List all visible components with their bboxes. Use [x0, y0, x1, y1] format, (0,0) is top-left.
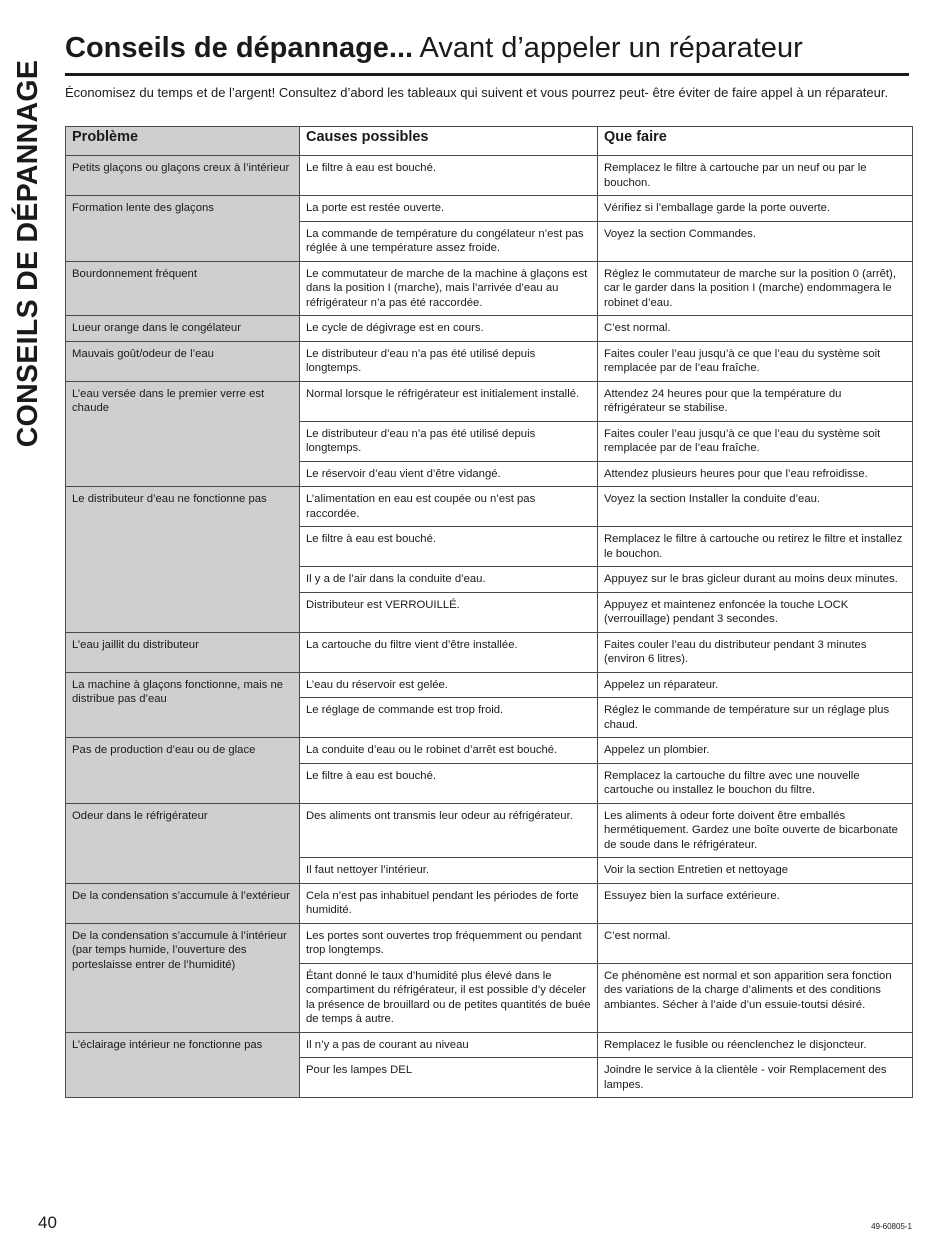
- action-cell: Voir la section Entretien et nettoyage: [598, 858, 913, 884]
- problem-cell: Bourdonnement fréquent: [66, 261, 300, 316]
- action-cell: C’est normal.: [598, 316, 913, 342]
- action-cell: Faites couler l’eau jusqu’à ce que l’eau du système soit remplacée par de l’eau fraîche.: [598, 341, 913, 381]
- cause-cell: Le filtre à eau est bouché.: [300, 527, 598, 567]
- problem-cell: Formation lente des glaçons: [66, 196, 300, 262]
- action-cell: Voyez la section Commandes.: [598, 221, 913, 261]
- action-cell: Attendez 24 heures pour que la température du réfrigérateur se stabilise.: [598, 381, 913, 421]
- action-cell: Appuyez sur le bras gicleur durant au moins deux minutes.: [598, 567, 913, 593]
- table-row: [66, 1032, 913, 1058]
- header-action: Que faire: [598, 127, 913, 156]
- header-causes: Causes possibles: [300, 127, 598, 156]
- action-cell: Appelez un réparateur.: [598, 672, 913, 698]
- action-cell: Les aliments à odeur forte doivent être emballés hermétiquement. Gardez une boîte ouverte de bicarbonate de soude dans le réfrigérateur.: [598, 803, 913, 858]
- header-problem: Problème: [66, 127, 300, 156]
- problem-cell: L’eau jaillit du distributeur: [66, 632, 300, 672]
- table-row: [66, 923, 913, 963]
- problem-cell: Lueur orange dans le congélateur: [66, 316, 300, 342]
- cause-cell: La commande de température du congélateur n’est pas réglée à une température assez froide.: [300, 221, 598, 261]
- action-cell: Faites couler l’eau jusqu’à ce que l’eau du système soit remplacée par de l’eau fraîche.: [598, 421, 913, 461]
- cause-cell: Il faut nettoyer l’intérieur.: [300, 858, 598, 884]
- page-number: 40: [38, 1213, 57, 1232]
- cause-cell: Pour les lampes DEL: [300, 1058, 598, 1098]
- intro-paragraph: Économisez du temps et de l’argent! Consultez d’abord les tableaux qui suivent et vous pourrez peut- être éviter de faire appel à un réparateur.: [65, 85, 889, 100]
- problem-cell: La machine à glaçons fonctionne, mais ne distribue pas d’eau: [66, 672, 300, 738]
- cause-cell: L’alimentation en eau est coupée ou n’est pas raccordée.: [300, 487, 598, 527]
- action-cell: Appuyez et maintenez enfoncée la touche LOCK (verrouillage) pendant 3 secondes.: [598, 592, 913, 632]
- cause-cell: Cela n’est pas inhabituel pendant les périodes de forte humidité.: [300, 883, 598, 923]
- table-row: [66, 803, 913, 858]
- page-title-rest: Avant d’appeler un réparateur: [413, 32, 803, 64]
- table-row: [66, 341, 913, 381]
- action-cell: Joindre le service à la clientèle - voir Remplacement des lampes.: [598, 1058, 913, 1098]
- side-section-heading-wrap: [12, 38, 46, 468]
- table-row: [66, 381, 913, 421]
- side-section-heading: CONSEILS DE DÉPANNAGE: [12, 59, 45, 447]
- action-cell: Remplacez le filtre à cartouche par un neuf ou par le bouchon.: [598, 156, 913, 196]
- cause-cell: Distributeur est VERROUILLÉ.: [300, 592, 598, 632]
- problem-cell: Pas de production d’eau ou de glace: [66, 738, 300, 804]
- action-cell: Remplacez le fusible ou réenclenchez le disjoncteur.: [598, 1032, 913, 1058]
- action-cell: Réglez le commande de température sur un réglage plus chaud.: [598, 698, 913, 738]
- table-header-row: [66, 127, 913, 156]
- table-row: [66, 672, 913, 698]
- action-cell: Attendez plusieurs heures pour que l’eau refroidisse.: [598, 461, 913, 487]
- title-divider: [65, 73, 909, 76]
- action-cell: Réglez le commutateur de marche sur la position 0 (arrêt), car le garder dans la position I (marche) endommagera le robinet d’eau.: [598, 261, 913, 316]
- action-cell: Ce phénomène est normal et son apparition sera fonction des variations de la charge d’aliments et des conditions ambiantes. Sécher à l’aide d’un essuie-toutsi désiré.: [598, 963, 913, 1032]
- cause-cell: Le commutateur de marche de la machine à glaçons est dans la position I (marche), mais l’arrivée d’eau au réfrigérateur n’a pas été raccordée.: [300, 261, 598, 316]
- table-row: [66, 487, 913, 527]
- action-cell: Faites couler l’eau du distributeur pendant 3 minutes (environ 6 litres).: [598, 632, 913, 672]
- problem-cell: Le distributeur d’eau ne fonctionne pas: [66, 487, 300, 633]
- cause-cell: Des aliments ont transmis leur odeur au réfrigérateur.: [300, 803, 598, 858]
- table-row: [66, 196, 913, 222]
- action-cell: C’est normal.: [598, 923, 913, 963]
- cause-cell: La cartouche du filtre vient d’être installée.: [300, 632, 598, 672]
- page-title: [65, 32, 803, 65]
- cause-cell: Le filtre à eau est bouché.: [300, 156, 598, 196]
- table-row: [66, 883, 913, 923]
- table-row: [66, 156, 913, 196]
- cause-cell: La conduite d’eau ou le robinet d’arrêt est bouché.: [300, 738, 598, 764]
- cause-cell: Le filtre à eau est bouché.: [300, 763, 598, 803]
- table-body: [66, 156, 913, 1098]
- cause-cell: Il y a de l’air dans la conduite d’eau.: [300, 567, 598, 593]
- problem-cell: L’éclairage intérieur ne fonctionne pas: [66, 1032, 300, 1098]
- problem-cell: De la condensation s’accumule à l’extérieur: [66, 883, 300, 923]
- problem-cell: L’eau versée dans le premier verre est chaude: [66, 381, 300, 487]
- cause-cell: Le distributeur d’eau n’a pas été utilisé depuis longtemps.: [300, 341, 598, 381]
- problem-cell: Odeur dans le réfrigérateur: [66, 803, 300, 883]
- action-cell: Voyez la section Installer la conduite d’eau.: [598, 487, 913, 527]
- table-row: [66, 316, 913, 342]
- cause-cell: Normal lorsque le réfrigérateur est initialement installé.: [300, 381, 598, 421]
- table-row: [66, 261, 913, 316]
- document-code: 49-60805-1: [871, 1222, 912, 1231]
- page-title-bold: Conseils de dépannage...: [65, 32, 414, 64]
- cause-cell: Le distributeur d’eau n’a pas été utilisé depuis longtemps.: [300, 421, 598, 461]
- action-cell: Vérifiez si l’emballage garde la porte ouverte.: [598, 196, 913, 222]
- cause-cell: Étant donné le taux d’humidité plus élevé dans le compartiment du réfrigérateur, il est possible d’y déceler la présence de brouillard ou de petites quantités de buée de temps à autre.: [300, 963, 598, 1032]
- cause-cell: L’eau du réservoir est gelée.: [300, 672, 598, 698]
- problem-cell: De la condensation s’accumule à l’intérieur (par temps humide, l’ouverture des porteslaisse entrer de l’humidité): [66, 923, 300, 1032]
- action-cell: Essuyez bien la surface extérieure.: [598, 883, 913, 923]
- action-cell: Appelez un plombier.: [598, 738, 913, 764]
- cause-cell: Le cycle de dégivrage est en cours.: [300, 316, 598, 342]
- action-cell: Remplacez le filtre à cartouche ou retirez le filtre et installez le bouchon.: [598, 527, 913, 567]
- cause-cell: La porte est restée ouverte.: [300, 196, 598, 222]
- problem-cell: Mauvais goût/odeur de l’eau: [66, 341, 300, 381]
- cause-cell: Le réservoir d’eau vient d’être vidangé.: [300, 461, 598, 487]
- table-row: [66, 632, 913, 672]
- problem-cell: Petits glaçons ou glaçons creux à l’intérieur: [66, 156, 300, 196]
- cause-cell: Les portes sont ouvertes trop fréquemment ou pendant trop longtemps.: [300, 923, 598, 963]
- table-row: [66, 738, 913, 764]
- cause-cell: Il n’y a pas de courant au niveau: [300, 1032, 598, 1058]
- action-cell: Remplacez la cartouche du filtre avec une nouvelle cartouche ou installez le bouchon du filtre.: [598, 763, 913, 803]
- cause-cell: Le réglage de commande est trop froid.: [300, 698, 598, 738]
- troubleshooting-table: [65, 126, 913, 1098]
